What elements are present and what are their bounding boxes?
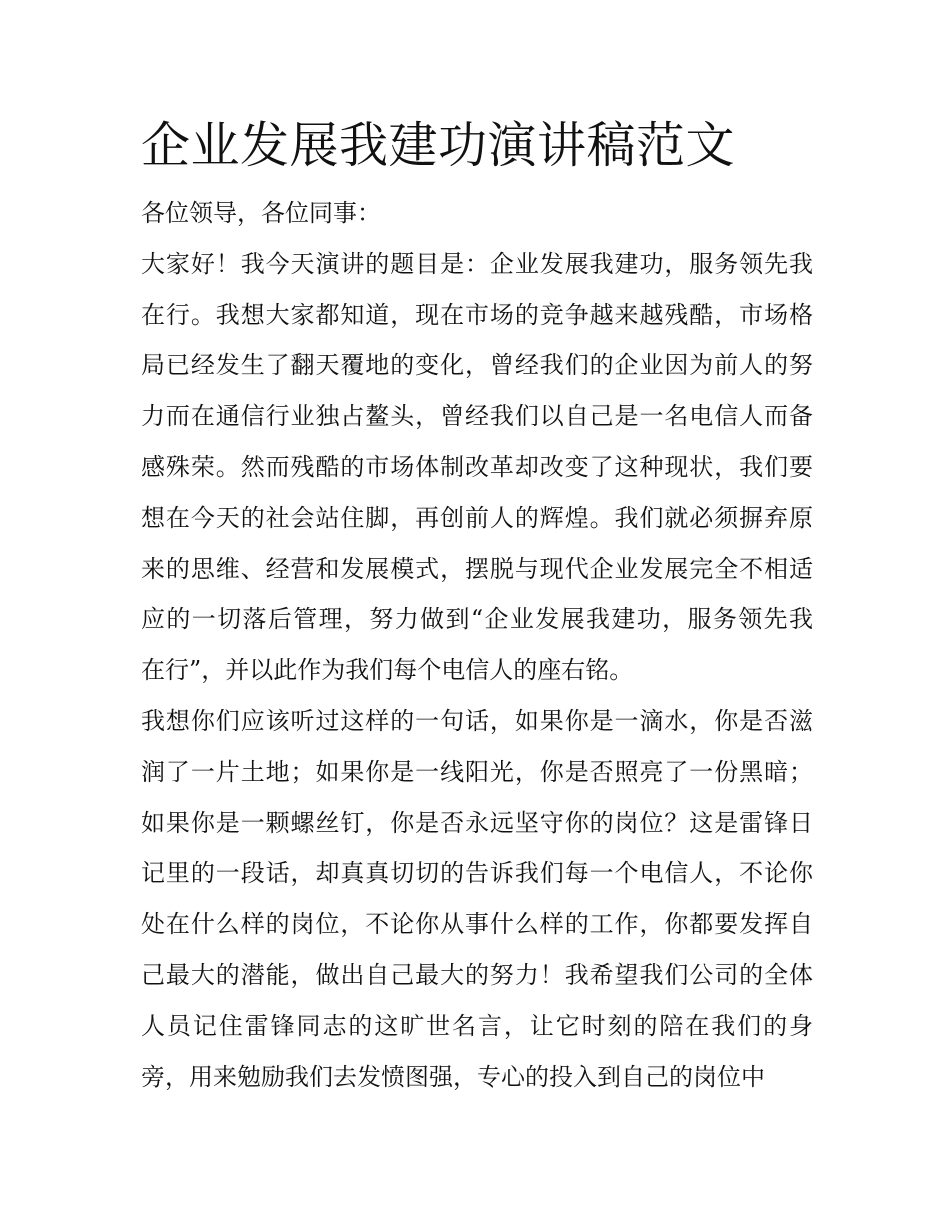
paragraph-line: 应的一切落后管理，努力做到“企业发展我建功，服务领先我 (141, 605, 813, 634)
paragraph-line: 我想你们应该听过这样的一句话，如果你是一滴水，你是否滋 (141, 706, 813, 735)
paragraph-line: 人员记住雷锋同志的这旷世名言，让它时刻的陪在我们的身 (141, 1011, 813, 1040)
paragraph-line: 润了一片土地；如果你是一线阳光，你是否照亮了一份黑暗； (141, 757, 813, 786)
paragraph-line: 在行”，并以此作为我们每个电信人的座右铭。 (141, 656, 634, 685)
paragraph-line: 旁，用来勉励我们去发愤图强，专心的投入到自己的岗位中 (141, 1062, 765, 1091)
paragraph-2 (141, 696, 813, 1102)
paragraph-line: 大家好！我今天演讲的题目是：企业发展我建功，服务领先我 (141, 249, 813, 278)
document-page (141, 112, 813, 1102)
document-title: 企业发展我建功演讲稿范文 (141, 117, 736, 174)
paragraph-1 (141, 239, 813, 696)
paragraph-line: 想在今天的社会站住脚，再创前人的辉煌。我们就必须摒弃原 (141, 503, 813, 532)
paragraph-line: 记里的一段话，却真真切切的告诉我们每一个电信人，不论你 (141, 859, 813, 888)
paragraph-line: 己最大的潜能，做出自己最大的努力！我希望我们公司的全体 (141, 960, 813, 989)
paragraph-line: 在行。我想大家都知道，现在市场的竞争越来越残酷，市场格 (141, 300, 813, 329)
paragraph-line: 力而在通信行业独占鳌头，曾经我们以自己是一名电信人而备 (141, 402, 813, 431)
paragraph-line: 局已经发生了翻天覆地的变化，曾经我们的企业因为前人的努 (141, 351, 813, 380)
salutation: 各位领导，各位同事： (141, 199, 381, 227)
paragraph-line: 处在什么样的岗位，不论你从事什么样的工作，你都要发挥自 (141, 910, 813, 939)
paragraph-line: 来的思维、经营和发展模式，摆脱与现代企业发展完全不相适 (141, 554, 813, 583)
paragraph-line: 如果你是一颗螺丝钉，你是否永远坚守你的岗位？这是雷锋日 (141, 808, 813, 837)
paragraph-line: 感殊荣。然而残酷的市场体制改革却改变了这种现状，我们要 (141, 452, 813, 481)
